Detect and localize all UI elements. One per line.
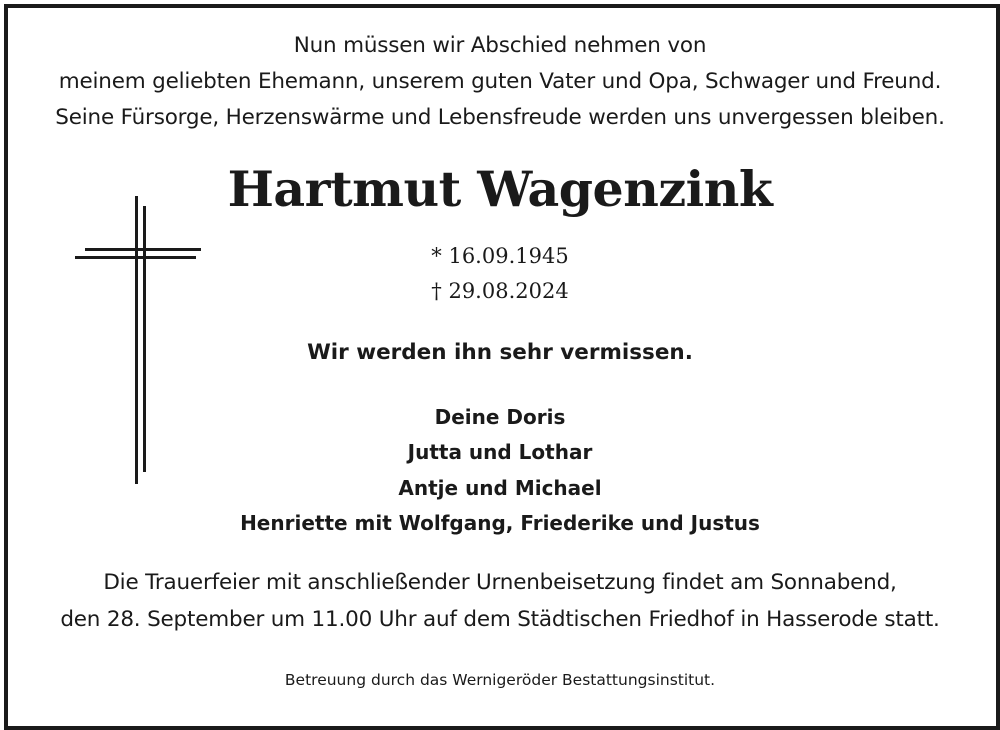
deceased-name: Hartmut Wagenzink xyxy=(227,160,773,218)
funeral-home-note: Betreuung durch das Wernigeröder Bestattungsinstitut. xyxy=(284,671,716,689)
birth-date: * 16.09.1945 xyxy=(431,244,569,268)
ceremony-line-1: Die Trauerfeier mit anschließender Urnenbeisetzung findet am Sonnabend, xyxy=(103,570,897,595)
mourner-1: Deine Doris xyxy=(434,405,566,429)
intro-line-2: meinem geliebten Ehemann, unserem guten Vater und Opa, Schwager und Freund. xyxy=(58,69,942,94)
intro-line-1: Nun müssen wir Abschied nehmen von xyxy=(293,33,707,58)
death-date: † 29.08.2024 xyxy=(431,279,569,303)
intro-line-3: Seine Fürsorge, Herzenswärme und Lebensfreude werden uns unvergessen bleiben. xyxy=(55,105,945,130)
mourner-2: Jutta und Lothar xyxy=(407,440,593,464)
ceremony-line-2: den 28. September um 11.00 Uhr auf dem Städtischen Friedhof in Hasserode statt. xyxy=(60,607,940,632)
motto: Wir werden ihn sehr vermissen. xyxy=(307,340,693,365)
mourner-4: Henriette mit Wolfgang, Friederike und Justus xyxy=(240,511,760,535)
mourner-3: Antje und Michael xyxy=(398,476,602,500)
